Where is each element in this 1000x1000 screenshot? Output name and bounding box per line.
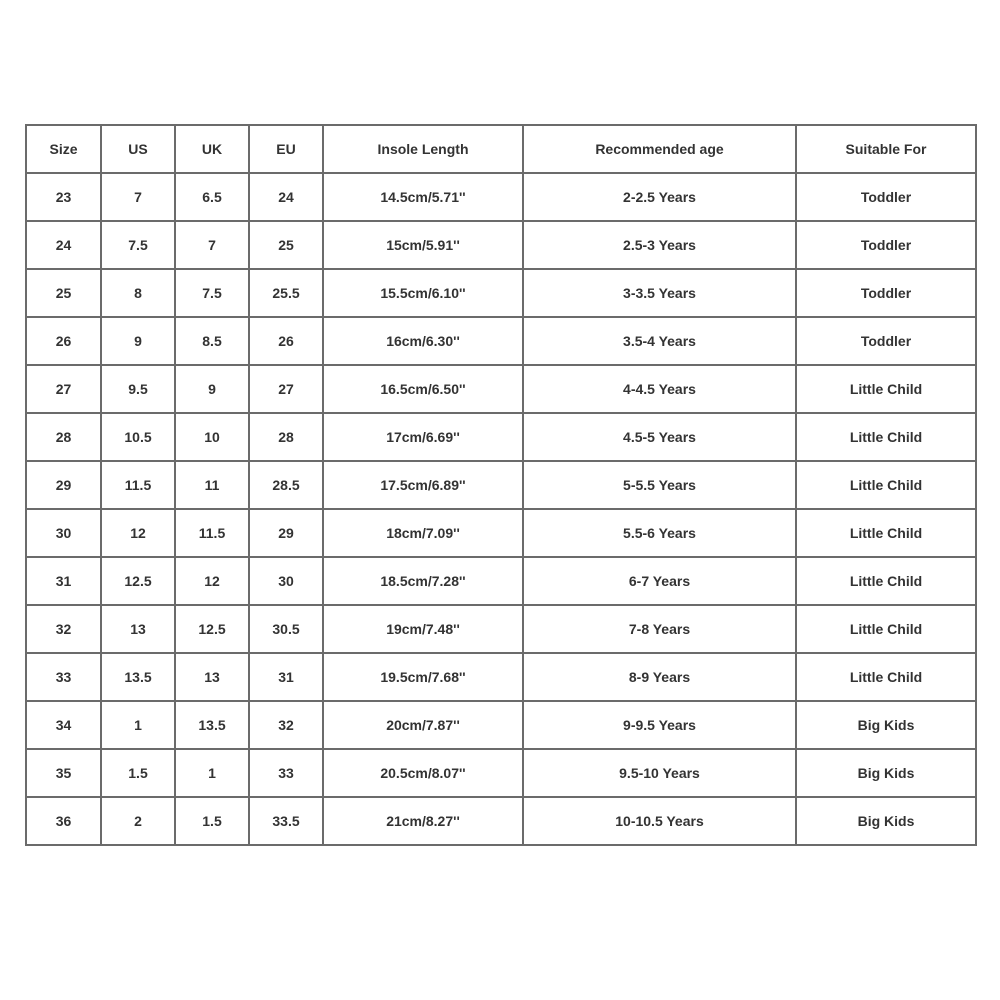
cell-recommended-age: 2.5-3 Years xyxy=(523,221,796,269)
cell-size: 32 xyxy=(26,605,101,653)
cell-uk: 9 xyxy=(175,365,249,413)
cell-uk: 6.5 xyxy=(175,173,249,221)
cell-suitable-for: Little Child xyxy=(796,509,976,557)
cell-us: 11.5 xyxy=(101,461,175,509)
cell-size: 35 xyxy=(26,749,101,797)
header-recommended-age: Recommended age xyxy=(523,125,796,173)
cell-suitable-for: Toddler xyxy=(796,221,976,269)
cell-uk: 8.5 xyxy=(175,317,249,365)
cell-size: 25 xyxy=(26,269,101,317)
cell-size: 33 xyxy=(26,653,101,701)
cell-us: 12.5 xyxy=(101,557,175,605)
cell-eu: 30.5 xyxy=(249,605,323,653)
cell-recommended-age: 7-8 Years xyxy=(523,605,796,653)
cell-uk: 1.5 xyxy=(175,797,249,845)
cell-uk: 1 xyxy=(175,749,249,797)
table-row xyxy=(26,605,976,653)
cell-us: 7.5 xyxy=(101,221,175,269)
header-eu: EU xyxy=(249,125,323,173)
cell-us: 1 xyxy=(101,701,175,749)
cell-us: 13 xyxy=(101,605,175,653)
cell-recommended-age: 2-2.5 Years xyxy=(523,173,796,221)
cell-eu: 28 xyxy=(249,413,323,461)
header-insole-length: Insole Length xyxy=(323,125,523,173)
cell-size: 36 xyxy=(26,797,101,845)
cell-recommended-age: 8-9 Years xyxy=(523,653,796,701)
cell-size: 30 xyxy=(26,509,101,557)
cell-us: 12 xyxy=(101,509,175,557)
cell-uk: 12 xyxy=(175,557,249,605)
cell-insole-length: 21cm/8.27'' xyxy=(323,797,523,845)
cell-suitable-for: Toddler xyxy=(796,173,976,221)
cell-size: 31 xyxy=(26,557,101,605)
cell-insole-length: 17.5cm/6.89'' xyxy=(323,461,523,509)
cell-size: 29 xyxy=(26,461,101,509)
table-row xyxy=(26,749,976,797)
cell-us: 9 xyxy=(101,317,175,365)
cell-insole-length: 14.5cm/5.71'' xyxy=(323,173,523,221)
cell-suitable-for: Little Child xyxy=(796,413,976,461)
cell-size: 28 xyxy=(26,413,101,461)
cell-eu: 25 xyxy=(249,221,323,269)
cell-insole-length: 16cm/6.30'' xyxy=(323,317,523,365)
cell-uk: 13.5 xyxy=(175,701,249,749)
cell-recommended-age: 3-3.5 Years xyxy=(523,269,796,317)
cell-suitable-for: Little Child xyxy=(796,365,976,413)
cell-size: 24 xyxy=(26,221,101,269)
cell-eu: 26 xyxy=(249,317,323,365)
table-row xyxy=(26,701,976,749)
cell-suitable-for: Toddler xyxy=(796,317,976,365)
cell-suitable-for: Little Child xyxy=(796,461,976,509)
cell-size: 34 xyxy=(26,701,101,749)
cell-uk: 11.5 xyxy=(175,509,249,557)
table-header-row xyxy=(26,125,976,173)
cell-eu: 30 xyxy=(249,557,323,605)
table-row xyxy=(26,221,976,269)
cell-us: 1.5 xyxy=(101,749,175,797)
cell-insole-length: 15cm/5.91'' xyxy=(323,221,523,269)
table-row xyxy=(26,413,976,461)
cell-eu: 24 xyxy=(249,173,323,221)
cell-insole-length: 17cm/6.69'' xyxy=(323,413,523,461)
table-row xyxy=(26,269,976,317)
cell-suitable-for: Little Child xyxy=(796,557,976,605)
cell-insole-length: 19cm/7.48'' xyxy=(323,605,523,653)
header-us: US xyxy=(101,125,175,173)
cell-us: 7 xyxy=(101,173,175,221)
cell-us: 10.5 xyxy=(101,413,175,461)
cell-recommended-age: 5.5-6 Years xyxy=(523,509,796,557)
header-size: Size xyxy=(26,125,101,173)
cell-recommended-age: 4.5-5 Years xyxy=(523,413,796,461)
cell-suitable-for: Big Kids xyxy=(796,749,976,797)
cell-us: 9.5 xyxy=(101,365,175,413)
table-row xyxy=(26,797,976,845)
cell-suitable-for: Big Kids xyxy=(796,797,976,845)
table-row xyxy=(26,509,976,557)
size-chart-table xyxy=(25,124,977,846)
cell-recommended-age: 10-10.5 Years xyxy=(523,797,796,845)
cell-recommended-age: 6-7 Years xyxy=(523,557,796,605)
cell-recommended-age: 3.5-4 Years xyxy=(523,317,796,365)
cell-insole-length: 20cm/7.87'' xyxy=(323,701,523,749)
cell-recommended-age: 9-9.5 Years xyxy=(523,701,796,749)
cell-suitable-for: Big Kids xyxy=(796,701,976,749)
cell-eu: 27 xyxy=(249,365,323,413)
cell-eu: 33 xyxy=(249,749,323,797)
table-row xyxy=(26,653,976,701)
cell-recommended-age: 5-5.5 Years xyxy=(523,461,796,509)
cell-us: 2 xyxy=(101,797,175,845)
cell-us: 13.5 xyxy=(101,653,175,701)
table-row xyxy=(26,461,976,509)
header-uk: UK xyxy=(175,125,249,173)
cell-eu: 31 xyxy=(249,653,323,701)
cell-size: 27 xyxy=(26,365,101,413)
table-row xyxy=(26,173,976,221)
cell-uk: 7.5 xyxy=(175,269,249,317)
cell-eu: 32 xyxy=(249,701,323,749)
cell-size: 26 xyxy=(26,317,101,365)
cell-insole-length: 18cm/7.09'' xyxy=(323,509,523,557)
cell-insole-length: 20.5cm/8.07'' xyxy=(323,749,523,797)
cell-insole-length: 15.5cm/6.10'' xyxy=(323,269,523,317)
cell-eu: 33.5 xyxy=(249,797,323,845)
cell-eu: 29 xyxy=(249,509,323,557)
cell-eu: 28.5 xyxy=(249,461,323,509)
cell-suitable-for: Little Child xyxy=(796,605,976,653)
cell-insole-length: 19.5cm/7.68'' xyxy=(323,653,523,701)
cell-suitable-for: Little Child xyxy=(796,653,976,701)
table-body xyxy=(26,173,976,845)
cell-suitable-for: Toddler xyxy=(796,269,976,317)
cell-uk: 11 xyxy=(175,461,249,509)
header-suitable-for: Suitable For xyxy=(796,125,976,173)
cell-uk: 13 xyxy=(175,653,249,701)
cell-uk: 12.5 xyxy=(175,605,249,653)
cell-size: 23 xyxy=(26,173,101,221)
cell-recommended-age: 9.5-10 Years xyxy=(523,749,796,797)
cell-insole-length: 18.5cm/7.28'' xyxy=(323,557,523,605)
cell-eu: 25.5 xyxy=(249,269,323,317)
table-row xyxy=(26,365,976,413)
cell-uk: 10 xyxy=(175,413,249,461)
cell-insole-length: 16.5cm/6.50'' xyxy=(323,365,523,413)
table-row xyxy=(26,317,976,365)
cell-recommended-age: 4-4.5 Years xyxy=(523,365,796,413)
table-row xyxy=(26,557,976,605)
cell-us: 8 xyxy=(101,269,175,317)
cell-uk: 7 xyxy=(175,221,249,269)
